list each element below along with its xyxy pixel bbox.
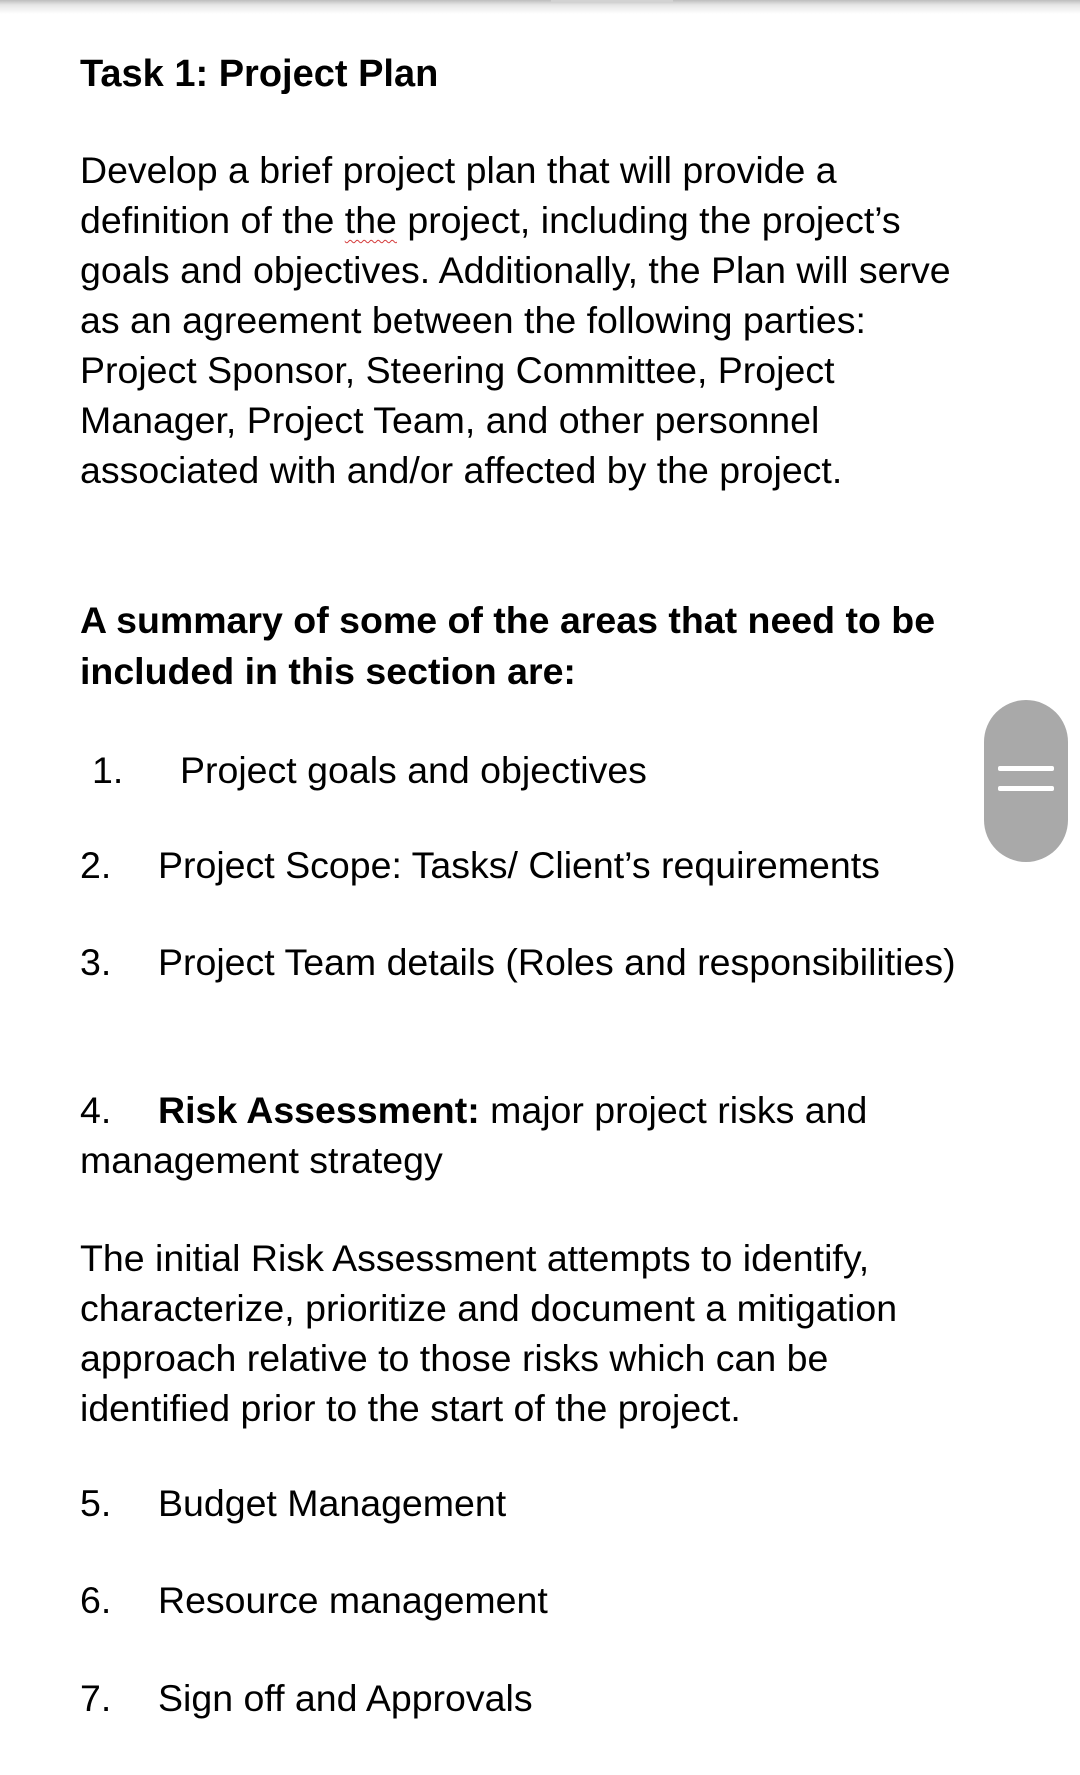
list-item-text: Resource management [158,1579,548,1621]
risk-assessment-paragraph: The initial Risk Assessment attempts to identify, characterize, prioritize and document a mitigation approach relative to those risks which can be identified prior to the start of the project. [80,1237,898,1429]
list-item-text: Project Team details (Roles and responsibilities) [158,941,956,983]
list-item-number: 1. [92,749,124,791]
summary-heading: A summary of some of the areas that need to be included in this section are: [80,599,936,692]
grip-line [998,786,1054,791]
list-item-text: Project goals and objectives [180,749,647,791]
page-title: Task 1: Project Plan [80,53,439,95]
scroll-handle[interactable] [984,700,1068,862]
list-item-text: major project risks and management strategy [80,1089,868,1181]
list-item-number: 4. [80,1089,112,1131]
list-item-text: Project Scope: Tasks/ Client’s requirements [158,844,880,886]
intro-text-end: project, including the project’s goals and objectives. Additionally, the Plan will serve as an agreement between the following parties: Project Sponsor, Steering Committee, Project Manager, Project Team, and other personnel associated with and/or affected by the project. [80,199,951,491]
list-item-text: Budget Management [158,1482,507,1524]
list-item-bold-label: Risk Assessment: [158,1089,480,1131]
list-item-number: 6. [80,1579,112,1621]
list-item-text: Sign off and Approvals [158,1677,533,1719]
list-item [80,1673,980,1723]
list-item-number: 7. [80,1677,112,1719]
list-item [80,840,980,890]
intro-text-start: Develop a brief project plan that will provide a definition of the [80,149,837,241]
spellcheck-flagged-word[interactable]: the [344,199,397,241]
intro-paragraph [80,145,980,495]
list-item [80,1478,980,1528]
grip-line [998,766,1054,771]
list-item [80,1085,980,1185]
list-item [80,937,980,987]
list-item [80,745,980,795]
list-item-number: 5. [80,1482,112,1524]
list-item-number: 2. [80,844,112,886]
list-item-number: 3. [80,941,112,983]
list-item [80,1575,980,1625]
